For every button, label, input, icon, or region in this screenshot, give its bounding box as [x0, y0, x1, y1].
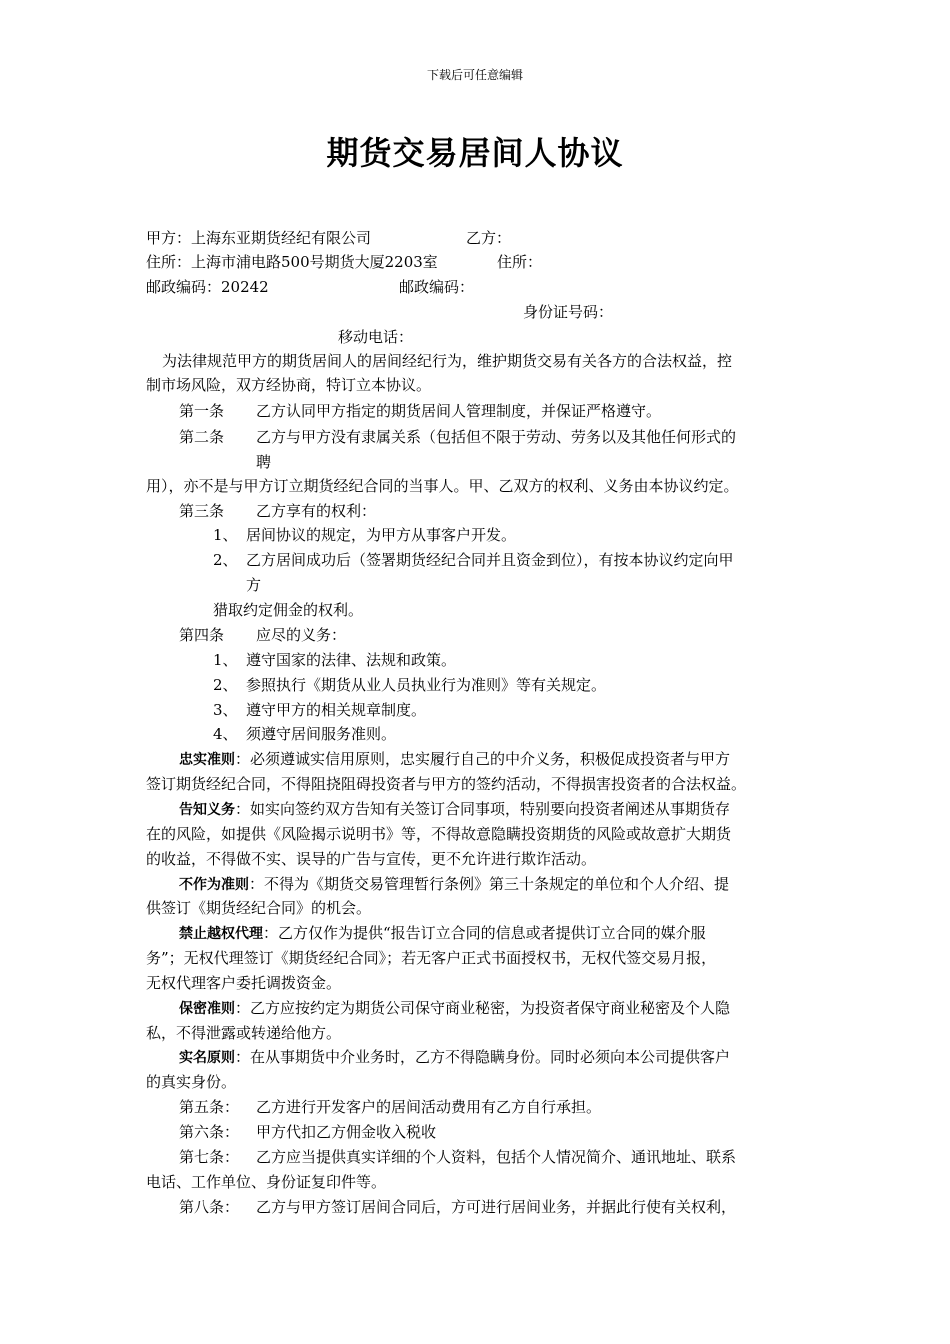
inform-rule-line-2: 在的风险，如提供《风险揭示说明书》等，不得故意隐瞒投资期货的风险或故意扩大期货 — [146, 825, 732, 843]
party-b: 乙方： — [466, 229, 512, 247]
realname-rule-line-1 — [179, 1045, 730, 1070]
noauth-rule-line-3: 无权代理客户委托调拨资金。 — [146, 974, 342, 992]
inform-rule-text: ：如实向签约双方告知有关签订合同事项，特别要向投资者阐述从事期货存 — [235, 800, 731, 818]
mobile: 移动电话： — [338, 328, 414, 346]
honesty-rule-text: ：必须遵诚实信用原则，忠实履行自己的中介义务，积极促成投资者与甲方 — [235, 750, 731, 768]
realname-rule-label: 实名原则 — [179, 1050, 235, 1066]
article-3-item-2a: 乙方居间成功后（签署期货经纪合同并且资金到位），有按本协议约定向甲 — [246, 551, 734, 569]
honesty-rule-label: 忠实准则 — [179, 752, 235, 768]
article-6-text: 甲方代扣乙方佣金收入税收 — [256, 1123, 437, 1141]
party-a: 甲方：上海东亚期货经纪有限公司 — [146, 229, 372, 247]
page-title: 期货交易居间人协议 — [326, 134, 624, 172]
article-1-text: 乙方认同甲方指定的期货居间人管理制度，并保证严格遵守。 — [256, 402, 662, 420]
article-3-num: 第三条 — [179, 502, 225, 520]
secret-rule-line-2: 私，不得泄露或转递给他方。 — [146, 1024, 342, 1042]
article-4-item-3: 遵守甲方的相关规章制度。 — [246, 701, 427, 719]
realname-rule-text: ：在从事期货中介业务时，乙方不得隐瞒身份。同时必须向本公司提供客户 — [235, 1048, 731, 1066]
article-4-text: 应尽的义务： — [256, 626, 347, 644]
article-4-item-4-num: 4、 — [213, 725, 238, 743]
nonact-rule-text: ：不得为《期货交易管理暂行条例》第三十条规定的单位和个人介绍、提 — [249, 875, 730, 893]
nonact-rule-label: 不作为准则 — [179, 877, 249, 893]
secret-rule-text: ：乙方应按约定为期货公司保守商业秘密，为投资者保守商业秘密及个人隐 — [235, 999, 731, 1017]
article-2-num: 第二条 — [179, 428, 225, 446]
header-note: 下载后可任意编辑 — [426, 68, 523, 82]
honesty-rule-line-1 — [179, 747, 730, 772]
preamble-line-2: 制市场风险，双方经协商，特订立本协议。 — [146, 376, 432, 394]
article-3-text: 乙方享有的权利： — [256, 502, 377, 520]
address-a: 住所：上海市浦电路500号期货大厦2203室 — [146, 253, 438, 271]
nonact-rule-line-1 — [179, 872, 729, 897]
article-1-num: 第一条 — [179, 402, 225, 420]
article-3-item-2-num: 2、 — [213, 551, 238, 569]
noauth-rule-line-1 — [179, 921, 706, 946]
inform-rule-label: 告知义务 — [179, 802, 235, 818]
realname-rule-line-2: 的真实身份。 — [146, 1073, 237, 1091]
article-2-text-2: 聘 — [256, 453, 272, 471]
honesty-rule-line-2: 签订期货经纪合同，不得阻挠阻碍投资者与甲方的签约活动，不得损害投资者的合法权益。 — [146, 775, 747, 793]
article-8-num: 第八条： — [179, 1198, 240, 1216]
secret-rule-label: 保密准则 — [179, 1001, 235, 1017]
article-4-item-2: 参照执行《期货从业人员执业行为准则》等有关规定。 — [246, 676, 607, 694]
article-2-text-1: 乙方与甲方没有隶属关系（包括但不限于劳动、劳务以及其他任何形式的 — [256, 428, 737, 446]
article-4-item-1: 遵守国家的法律、法规和政策。 — [246, 651, 457, 669]
article-7-text-2: 电话、工作单位、身份证复印件等。 — [146, 1173, 387, 1191]
secret-rule-line-1 — [179, 996, 730, 1021]
article-7-text-1: 乙方应当提供真实详细的个人资料，包括个人情况简介、通讯地址、联系 — [256, 1148, 737, 1166]
article-3-item-2b: 方 — [246, 576, 262, 594]
article-3-item-1-num: 1、 — [213, 526, 238, 544]
article-2-text-3: 用），亦不是与甲方订立期货经纪合同的当事人。甲、乙双方的权利、义务由本协议约定。 — [146, 477, 739, 495]
id-number: 身份证号码： — [523, 303, 614, 321]
article-4-item-1-num: 1、 — [213, 651, 238, 669]
article-8-text: 乙方与甲方签订居间合同后，方可进行居间业务，并据此行使有关权利， — [256, 1198, 737, 1216]
article-5-text: 乙方进行开发客户的居间活动费用有乙方自行承担。 — [256, 1098, 602, 1116]
article-7-num: 第七条： — [179, 1148, 240, 1166]
noauth-rule-line-2: 务”；无权代理签订《期货经纪合同》；若无客户正式书面授权书，无权代签交易月报， — [146, 949, 717, 967]
inform-rule-line-3: 的收益，不得做不实、误导的广告与宣传，更不允许进行欺诈活动。 — [146, 850, 597, 868]
article-6-num: 第六条： — [179, 1123, 240, 1141]
noauth-rule-text: ：乙方仅作为提供“报告订立合同的信息或者提供订立合同的媒介服 — [263, 924, 706, 942]
address-b: 住所： — [497, 253, 543, 271]
article-3-item-2c: 猎取约定佣金的权利。 — [213, 601, 364, 619]
article-3-item-1: 居间协议的规定，为甲方从事客户开发。 — [246, 526, 517, 544]
postcode-a: 邮政编码：20242 — [146, 278, 269, 296]
article-5-num: 第五条： — [179, 1098, 240, 1116]
noauth-rule-label: 禁止越权代理 — [179, 926, 263, 942]
article-4-item-4: 须遵守居间服务准则。 — [246, 725, 397, 743]
nonact-rule-line-2: 供签订《期货经纪合同》的机会。 — [146, 899, 372, 917]
article-4-item-3-num: 3、 — [213, 701, 238, 719]
article-4-item-2-num: 2、 — [213, 676, 238, 694]
article-4-num: 第四条 — [179, 626, 225, 644]
preamble-line-1: 为法律规范甲方的期货居间人的居间经纪行为，维护期货交易有关各方的合法权益，控 — [162, 352, 733, 370]
postcode-b: 邮政编码： — [399, 278, 475, 296]
inform-rule-line-1 — [179, 797, 730, 822]
